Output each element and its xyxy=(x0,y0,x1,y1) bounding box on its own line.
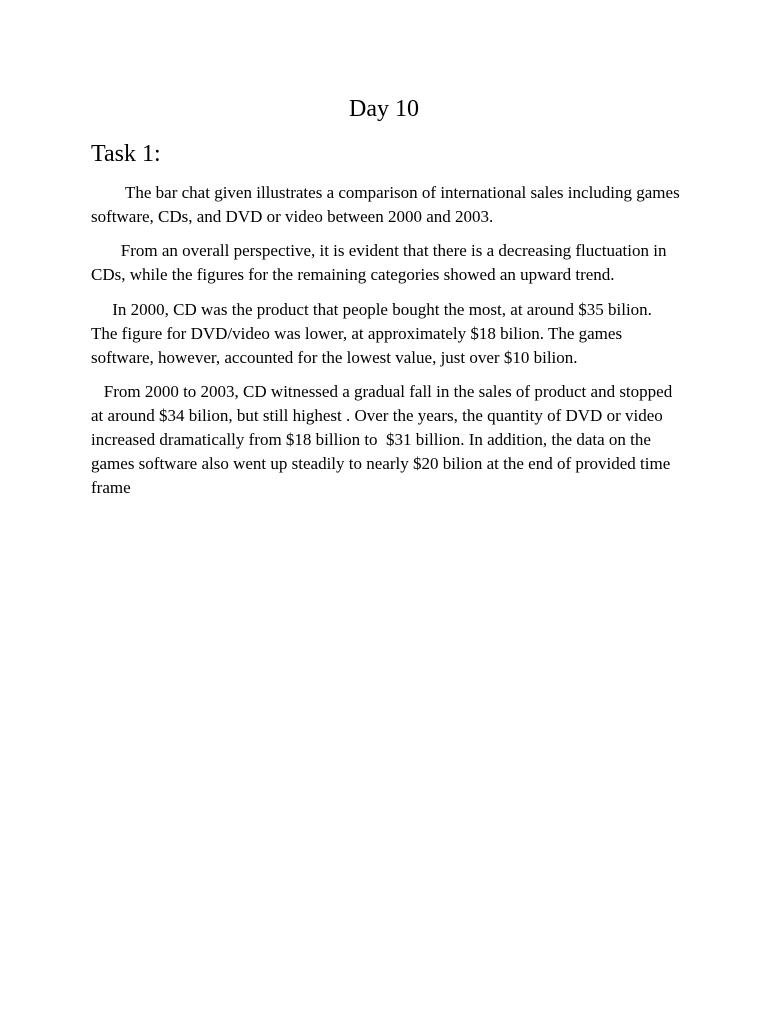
paragraph-2000-figures: In 2000, CD was the product that people bought the most, at around $35 bilion. The figure for DVD/video was lower, at approximately $18 bilion. The games software, however, accounted for the lowest value, just over $10 bilion. xyxy=(91,300,656,367)
paragraph-trends: From 2000 to 2003, CD witnessed a gradual fall in the sales of product and stopped at around $34 bilion, but still highest . Over the years, the quantity of DVD or video increased dramatically from $18 billion to $31 billion. In addition, the data on the games software also went up steadily to nearly $20 bilion at the end of provided time frame xyxy=(91,382,677,497)
paragraph-overview: From an overall perspective, it is evident that there is a decreasing fluctuation in CDs, while the figures for the remaining categories showed an upward trend. xyxy=(91,241,671,284)
document-title: Day 10 xyxy=(349,96,419,122)
paragraph-intro: The bar chat given illustrates a comparison of international sales including games software, CDs, and DVD or video between 2000 and 2003. xyxy=(91,183,684,226)
task-heading: Task 1: xyxy=(91,141,161,167)
